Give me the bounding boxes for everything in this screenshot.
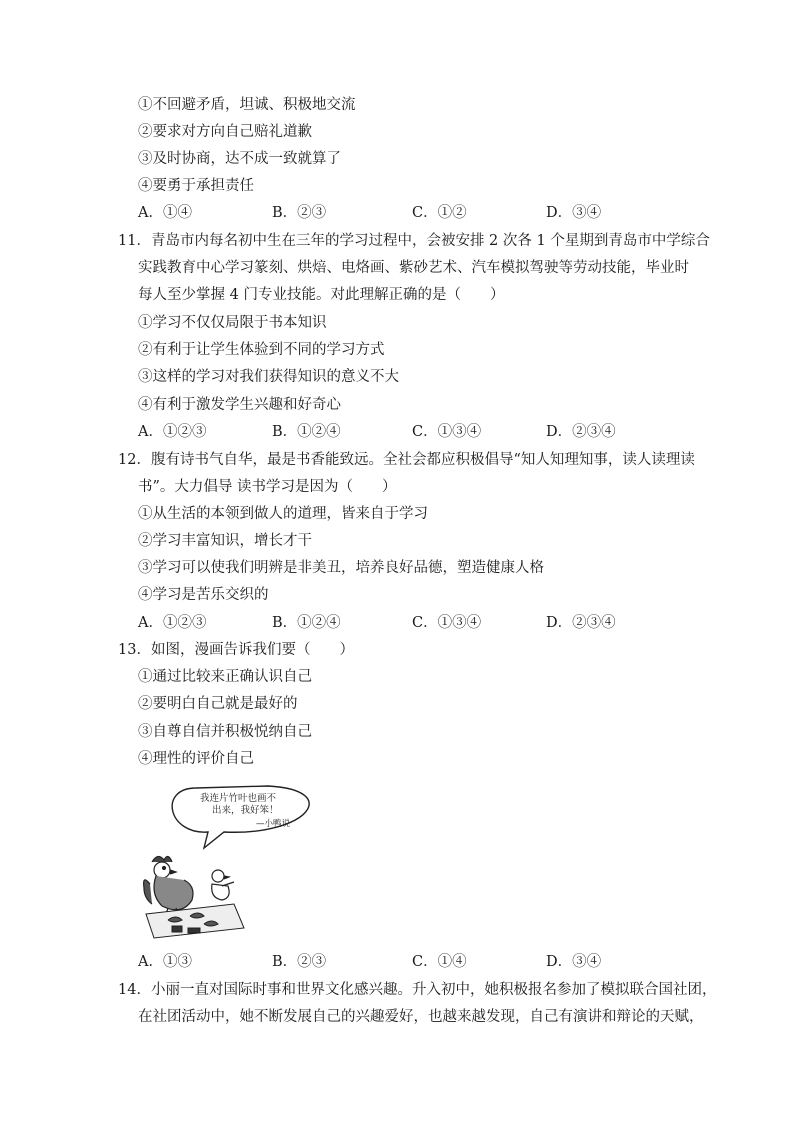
bubble-text-2: 出来，我好笨！ bbox=[212, 805, 279, 816]
q11-stem-3: 每人至少掌握 4 门专业技能。对此理解正确的是（ ） bbox=[138, 287, 505, 303]
q11-stem-1: 11．青岛市内每名初中生在三年的学习过程中，会被安排 2 次各 1 个星期到青岛市中学综合 bbox=[118, 233, 710, 249]
q10-option-a: A．①④ bbox=[138, 205, 192, 221]
bubble-text-1: 我连片竹叶也画不 bbox=[200, 793, 277, 804]
q11-option-b: B．①②④ bbox=[272, 424, 341, 440]
q13-option-d: D．③④ bbox=[546, 954, 602, 970]
q13-item-4: ④理性的评价自己 bbox=[138, 751, 254, 767]
q12-item-2: ②学习丰富知识，增长才干 bbox=[138, 533, 312, 549]
q11-item-4: ④有利于激发学生兴趣和好奇心 bbox=[138, 397, 341, 413]
q12-option-b: B．①②④ bbox=[272, 615, 341, 631]
q13-item-2: ②要明白自己就是最好的 bbox=[138, 696, 298, 712]
drawing-paper bbox=[146, 904, 244, 938]
q12-stem-1: 12．腹有诗书气自华，最是书香能致远。全社会都应积极倡导“知人知理知事，读人读理读 bbox=[118, 452, 695, 468]
cartoon-illustration bbox=[138, 780, 338, 940]
q11-option-d: D．②③④ bbox=[546, 424, 616, 440]
q13-option-c: C．①④ bbox=[412, 954, 467, 970]
q12-option-c: C．①③④ bbox=[412, 615, 482, 631]
duckling-drawing bbox=[212, 870, 234, 900]
bubble-signature: —小鸭说 bbox=[256, 819, 291, 829]
q11-stem-2: 实践教育中心学习篆刻、烘焙、电烙画、紫砂艺术、汽车模拟驾驶等劳动技能，毕业时 bbox=[138, 260, 689, 276]
q12-option-d: D．②③④ bbox=[546, 615, 616, 631]
q10-option-d: D．③④ bbox=[546, 205, 602, 221]
q13-option-a: A．①③ bbox=[138, 954, 192, 970]
q13-item-1: ①通过比较来正确认识自己 bbox=[138, 669, 312, 685]
q13-item-3: ③自尊自信并积极悦纳自己 bbox=[138, 724, 312, 740]
q14-stem-2: 在社团活动中，她不断发展自己的兴趣爱好，也越来越发现，自己有演讲和辩论的天赋， bbox=[138, 1009, 704, 1025]
q10-item-4: ④要勇于承担责任 bbox=[138, 178, 254, 194]
q11-item-3: ③这样的学习对我们获得知识的意义不大 bbox=[138, 369, 399, 385]
q13-option-b: B．②③ bbox=[272, 954, 327, 970]
q11-option-c: C．①③④ bbox=[412, 424, 482, 440]
q12-item-1: ①从生活的本领到做人的道理，皆来自于学习 bbox=[138, 506, 428, 522]
q12-item-3: ③学习可以使我们明辨是非美丑，培养良好品德，塑造健康人格 bbox=[138, 560, 544, 576]
q11-option-a: A．①②③ bbox=[138, 424, 207, 440]
q14-stem-1: 14．小丽一直对国际时事和世界文化感兴趣。升入初中，她积极报名参加了模拟联合国社团， bbox=[118, 982, 717, 998]
q10-item-3: ③及时协商，达不成一致就算了 bbox=[138, 151, 341, 167]
q12-item-4: ④学习是苦乐交织的 bbox=[138, 587, 269, 603]
q10-option-b: B．②③ bbox=[272, 205, 327, 221]
q11-item-2: ②有利于让学生体验到不同的学习方式 bbox=[138, 342, 385, 358]
q10-item-2: ②要求对方向自己赔礼道歉 bbox=[138, 124, 312, 140]
q13-cartoon bbox=[138, 780, 338, 940]
q10-option-c: C．①② bbox=[412, 205, 467, 221]
q12-stem-2: 书”。大力倡导 读书学习是因为（ ） bbox=[138, 479, 397, 495]
q12-option-a: A．①②③ bbox=[138, 615, 207, 631]
q11-item-1: ①学习不仅仅局限于书本知识 bbox=[138, 315, 327, 331]
q10-item-1: ①不回避矛盾，坦诚、积极地交流 bbox=[138, 97, 356, 113]
q13-stem-1: 13．如图，漫画告诉我们要（ ） bbox=[118, 642, 354, 658]
